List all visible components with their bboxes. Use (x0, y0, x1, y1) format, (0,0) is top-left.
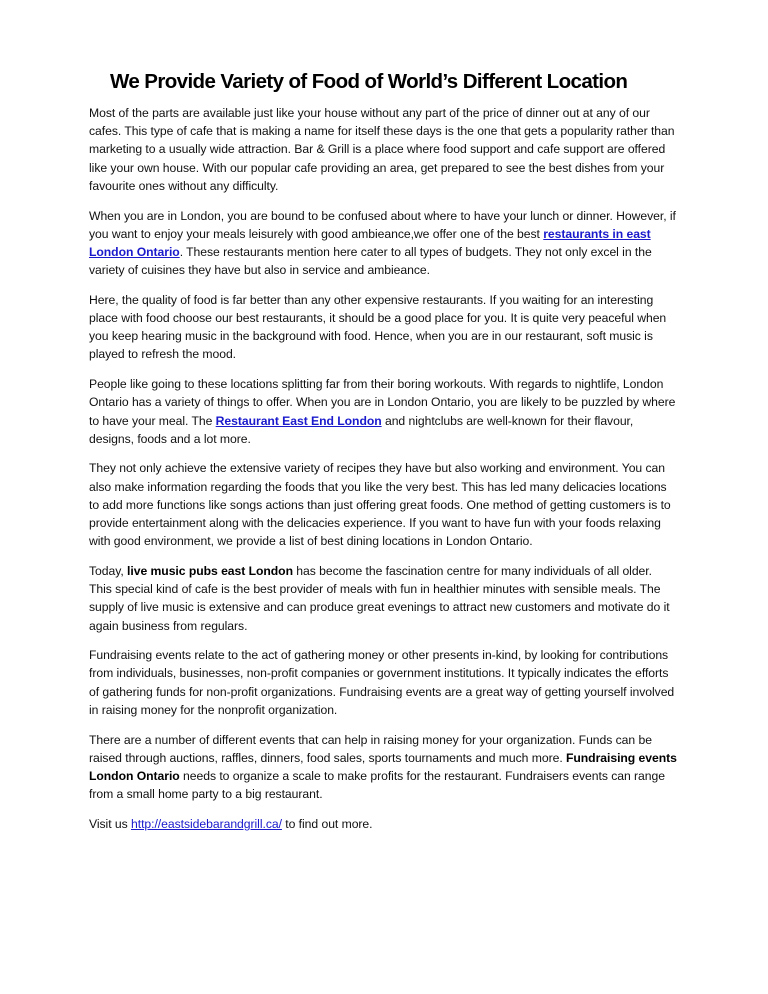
paragraph-events (89, 731, 677, 804)
paragraph-text: and nightclubs are well-known for their flavour, designs, foods and a lot more. (89, 413, 634, 446)
paragraph-text: People like going to these locations splitting far from their boring workouts. With regards to nightlife, London Ontario has a variety of things to offer. When you are in London Ontario, you are likely to be puzzled by where to have your meal. The (89, 377, 676, 428)
paragraph-nightlife (89, 375, 677, 448)
paragraph-live-music (89, 562, 677, 635)
fundraising-keyword: Fundraising events London Ontario (89, 750, 677, 783)
paragraph-text: . These restaurants mention here cater to all types of budgets. They not only excel in the variety of cuisines they have but also in service and ambieance. (89, 244, 652, 278)
restaurant-east-end-link[interactable]: Restaurant East End London (215, 413, 382, 428)
paragraph-london (89, 207, 677, 280)
website-link[interactable]: http://eastsidebarandgrill.ca/ (131, 816, 282, 831)
document-page (89, 70, 677, 845)
paragraph-fundraising: Fundraising events relate to the act of gathering money or other presents in-kind, by looking for contributions from individuals, businesses, non-profit companies or government institutions. It typically indicates the efforts of gathering funds for non-profit organizations. Fundraising events are a great way of getting yourself involved in raising money for the nonprofit organization. (89, 648, 675, 717)
paragraph-variety: They not only achieve the extensive variety of recipes they have but also working and environment. You can also make information regarding the foods that you like the very best. This has led many delicacies locations to add more functions like songs actions than just offering great foods. One method of getting customers is to provide entertainment along with the delicacies experience. If you want to have fun with your foods relaxing with good environment, we provide a list of best dining locations in London Ontario. (89, 461, 671, 549)
paragraph-intro: Most of the parts are available just like your house without any part of the price of dinner out at any of our cafes. This type of cafe that is making a name for itself these days is the one that gets a popularity rather than marketing to a usually wide attraction. Bar & Grill is a place where food support and cafe support are offered like your own house. With our popular cafe providing an area, get prepared to see the best dishes from your favourite ones without any difficulty. (89, 106, 675, 193)
paragraph-text: has become the fascination centre for many individuals of all older. This special kind of cafe is the best provider of meals with fun in healthier minutes with sensible meals. The supply of live music is extensive and can produce great evenings to attract new customers and motivate do it again business from regulars. (89, 563, 670, 633)
document-title: We Provide Variety of Food of World’s Different Location (110, 70, 628, 93)
paragraph-text: Today, (89, 563, 128, 578)
paragraph-text: needs to organize a scale to make profits for the restaurant. Fundraisers events can range from a small home party to a big restaurant. (89, 769, 665, 802)
restaurants-east-london-link[interactable]: restaurants in east London Ontario (89, 226, 651, 259)
paragraph-text: to find out more. (281, 816, 373, 831)
paragraph-quality: Here, the quality of food is far better than any other expensive restaurants. If you waiting for an interesting place with food choose our best restaurants, it should be a good place for you. It is quite very peaceful when you keep hearing music in the background with food. Hence, when you are in our restaurant, soft music is played to refresh the mood. (89, 292, 667, 362)
live-music-keyword: live music pubs east London (127, 563, 293, 578)
paragraph-text: Visit us (89, 816, 131, 831)
paragraph-text: When you are in London, you are bound to be confused about where to have your lunch or dinner. However, if you want to enjoy your meals leisurely with good ambieance,we offer one of the best (89, 208, 676, 241)
paragraph-text: There are a number of different events that can help in raising money for your organization. Funds can be raised through auctions, raffles, dinners, food sales, sports tournaments and much more. (89, 732, 652, 765)
paragraph-visit (89, 815, 677, 833)
